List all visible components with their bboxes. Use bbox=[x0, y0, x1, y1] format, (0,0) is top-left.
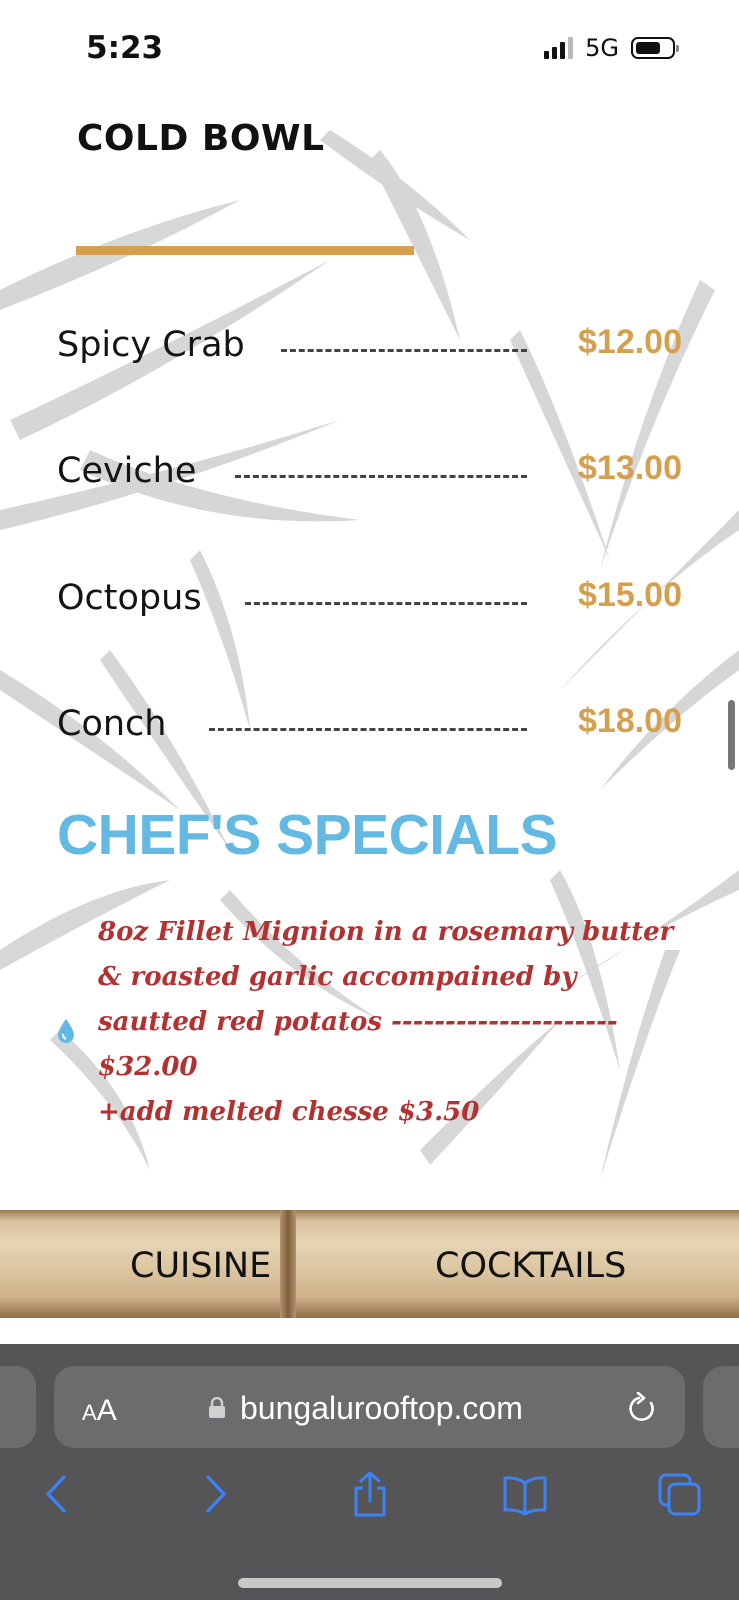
home-indicator[interactable] bbox=[238, 1578, 502, 1588]
special-addon: +add melted chesse $3.50 bbox=[98, 1097, 480, 1127]
nav-cuisine[interactable]: CUISINE bbox=[130, 1246, 272, 1286]
share-icon[interactable] bbox=[348, 1471, 392, 1517]
forward-icon[interactable] bbox=[192, 1471, 236, 1517]
section-title-cold-bowl: COLD BOWL bbox=[77, 118, 325, 159]
dotted-leader bbox=[235, 475, 527, 478]
menu-item bbox=[57, 325, 682, 375]
special-line: sautted red potatos --------------------- bbox=[98, 1007, 618, 1037]
reload-icon[interactable] bbox=[628, 1392, 658, 1424]
bamboo-background bbox=[0, 1210, 739, 1318]
bottom-site-nav bbox=[0, 1180, 739, 1344]
specials-title: CHEF'S SPECIALS bbox=[57, 803, 558, 867]
item-price: $13.00 bbox=[578, 449, 682, 487]
status-bar bbox=[0, 0, 739, 90]
bamboo-node bbox=[280, 1210, 296, 1318]
item-name: Octopus bbox=[57, 578, 202, 618]
menu-item bbox=[57, 451, 682, 501]
menu-item bbox=[57, 578, 682, 628]
water-drop-icon bbox=[55, 1018, 77, 1044]
item-price: $18.00 bbox=[578, 702, 682, 740]
dotted-leader bbox=[209, 728, 527, 731]
special-line: 8oz Fillet Mignion in a rosemary butter bbox=[98, 917, 674, 947]
network-label: 5G bbox=[585, 34, 619, 62]
item-name: Ceviche bbox=[57, 451, 197, 491]
status-time: 5:23 bbox=[86, 30, 164, 66]
back-icon[interactable] bbox=[36, 1471, 80, 1517]
menu-page bbox=[0, 90, 739, 1180]
battery-icon bbox=[631, 37, 675, 59]
scrollbar[interactable] bbox=[728, 700, 735, 770]
menu-item bbox=[57, 704, 682, 754]
dotted-leader bbox=[281, 349, 527, 352]
nav-cocktails[interactable]: COCKTAILS bbox=[435, 1246, 627, 1286]
tabs-icon[interactable] bbox=[658, 1471, 702, 1517]
status-indicators bbox=[544, 34, 675, 62]
lock-icon bbox=[208, 1397, 226, 1419]
bookmarks-icon[interactable] bbox=[503, 1471, 547, 1517]
special-price: $32.00 bbox=[98, 1052, 198, 1082]
section-divider bbox=[76, 246, 414, 255]
next-tab-preview[interactable] bbox=[703, 1366, 739, 1448]
dotted-leader bbox=[245, 602, 527, 605]
previous-tab-preview[interactable] bbox=[0, 1366, 36, 1448]
item-name: Spicy Crab bbox=[57, 325, 245, 365]
chef-special-description bbox=[98, 910, 698, 1135]
special-line: & roasted garlic accompained by bbox=[98, 962, 577, 992]
url-text[interactable]: bungalurooftop.com bbox=[240, 1390, 523, 1426]
browser-chrome bbox=[0, 1344, 739, 1600]
item-name: Conch bbox=[57, 704, 167, 744]
signal-icon bbox=[544, 37, 573, 59]
item-price: $15.00 bbox=[578, 576, 682, 614]
item-price: $12.00 bbox=[578, 323, 682, 361]
page-settings-button[interactable]: AA bbox=[82, 1394, 117, 1427]
